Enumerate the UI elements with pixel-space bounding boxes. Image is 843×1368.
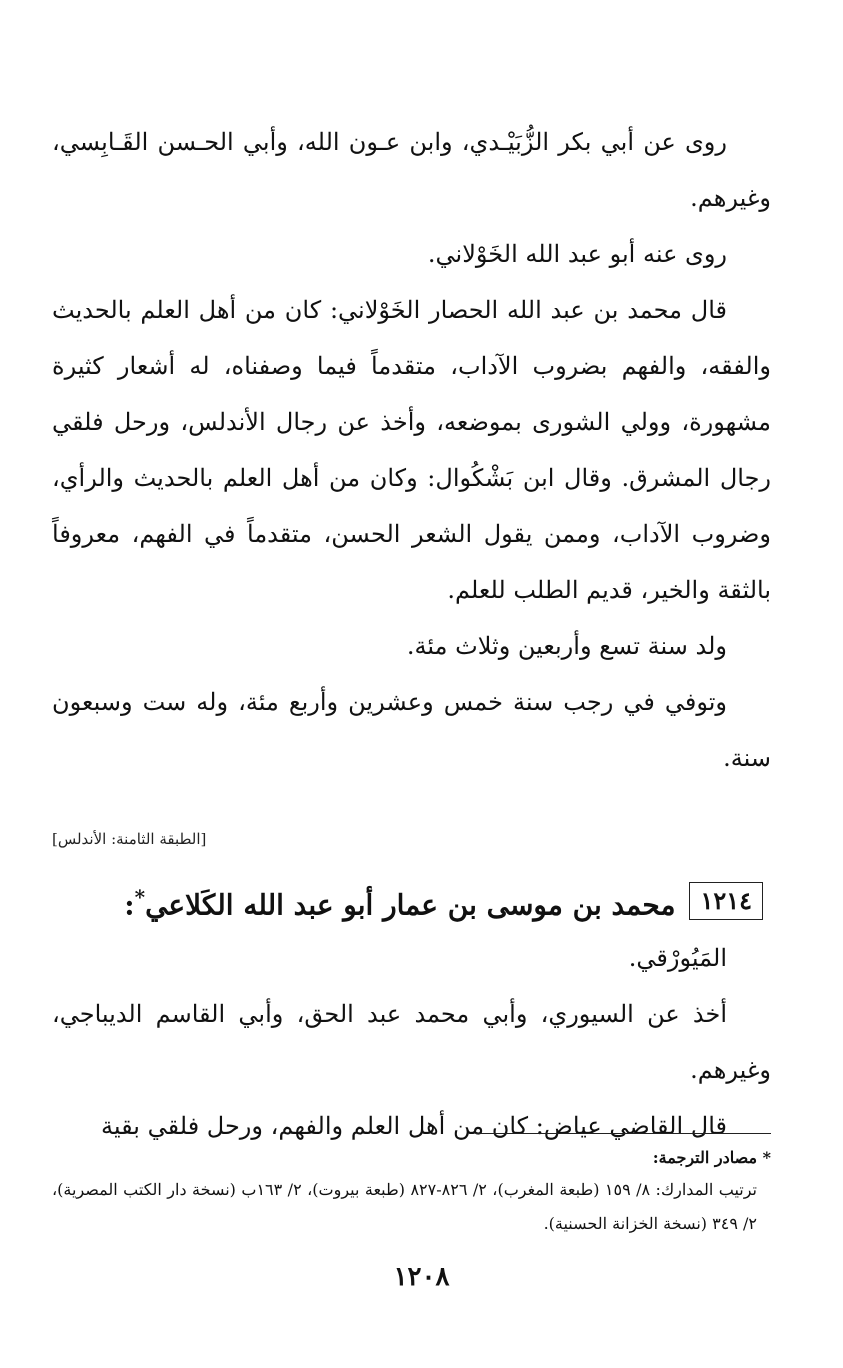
footnote-divider <box>476 1133 771 1134</box>
paragraph-narrators-from: روى عن أبي بكر الزُّبَيْـدي، وابن عـون الله، وأبي الحـسن القَـابِسي، وغيرهم. <box>52 128 771 212</box>
paragraph-birth: ولد سنة تسع وأربعين وثلاث مئة. <box>406 632 727 660</box>
footnote-marker: * <box>134 885 146 909</box>
footnotes <box>52 1143 771 1241</box>
footnote-heading: * مصادر الترجمة: <box>652 1148 771 1167</box>
paragraph-death: وتوفي في رجب سنة خمس وعشرين وأربع مئة، وله ست وسبعون سنة. <box>52 688 771 772</box>
entry-title-text: محمد بن موسى بن عمار أبو عبد الله الكَلاعي <box>145 888 676 922</box>
page-number: ١٢٠٨ <box>393 1262 450 1292</box>
section-tag: [الطبقة الثامنة: الأندلس] <box>52 830 207 848</box>
paragraph-quotes: قال محمد بن عبد الله الحصار الخَوْلاني: كان من أهل العلم بالحديث والفقه، والفهم بضروب الآداب، متقدماً فيما وصفناه، له أشعار كثيرة مشهورة، وولي الشورى بموضعه، وأخذ عن رجال الأندلس، ورحل فلقي رجال المشرق. وقال ابن بَشْكُوال: وكان من أهل العلم بالحديث والرأي، وضروب الآداب، وممن يقول الشعر الحسن، متقدماً في الفهم، معروفاً بالثقة والخير، قديم الطلب للعلم. <box>52 296 771 604</box>
entry-nisba: المَيُورْقي. <box>628 944 727 973</box>
paragraph-narrators-to: روى عنه أبو عبد الله الخَوْلاني. <box>427 240 727 268</box>
entry-colon: : <box>124 888 135 922</box>
entry-paragraph-quote: قال القاضي عياض: كان من أهل العلم والفهم، ورحل فلقي بقية <box>101 1112 727 1141</box>
footnote-sources: ترتيب المدارك: ٨/ ١٥٩ (طبعة المغرب)، ٢/ ٨٢٦-٨٢٧ (طبعة بيروت)، ٢/ ١٦٣ب (نسخة دار الكتب المصرية)، ٢/ ٣٤٩ (نسخة الخزانة الحسنية). <box>52 1180 758 1233</box>
entry-heading <box>52 872 771 930</box>
entry-title <box>124 872 675 930</box>
entry-paragraph-teachers: أخذ عن السيوري، وأبي محمد عبد الحق، وأبي القاسم الديباجي، وغيرهم. <box>52 1000 771 1085</box>
main-text <box>52 114 771 1154</box>
entry-number: ١٢١٤ <box>689 882 763 920</box>
